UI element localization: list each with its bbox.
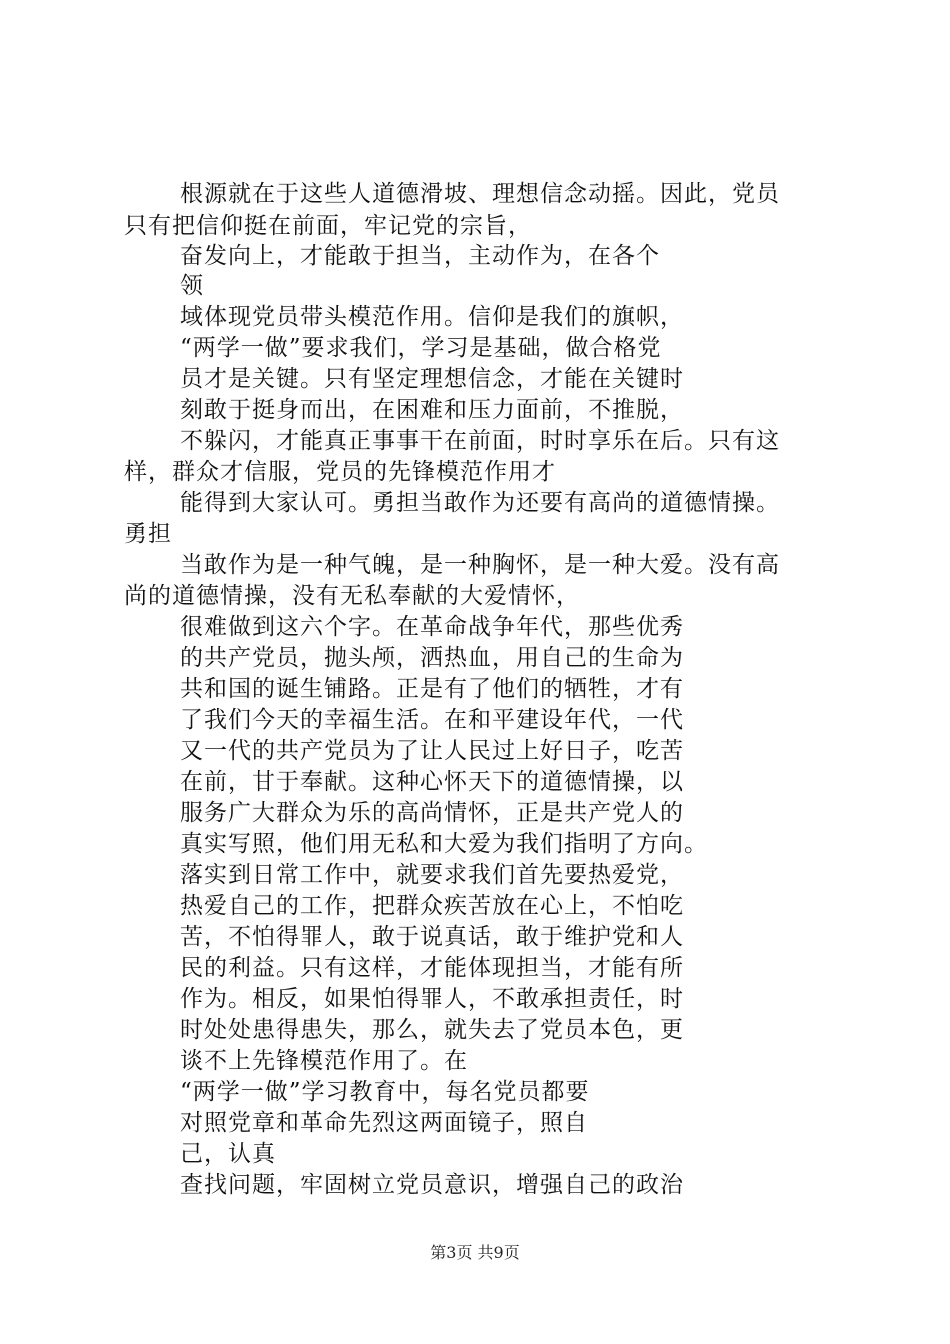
- text-line: 民的利益。只有这样，才能体现担当，才能有所: [180, 955, 684, 981]
- text-line: 查找问题，牢固树立党员意识，增强自己的政治: [180, 1172, 684, 1198]
- text-line: 了我们今天的幸福生活。在和平建设年代，一代: [180, 707, 684, 733]
- text-line: 只有把信仰挺在前面，牢记党的宗旨，: [124, 213, 532, 239]
- text-line: 员才是关键。只有坚定理想信念，才能在关键时: [180, 366, 684, 392]
- text-line: 服务广大群众为乐的高尚情怀，正是共产党人的: [180, 800, 684, 826]
- text-line: 谈不上先锋模范作用了。在: [180, 1048, 468, 1074]
- text-line: 作为。相反，如果怕得罪人，不敢承担责任，时: [180, 986, 684, 1012]
- text-line: 域体现党员带头模范作用。信仰是我们的旗帜，: [180, 304, 684, 330]
- text-line: 不躲闪，才能真正事事干在前面，时时享乐在后。只有这: [180, 428, 780, 454]
- text-line: 热爱自己的工作，把群众疾苦放在心上，不怕吃: [180, 893, 684, 919]
- text-line: 时处处患得患失，那么，就失去了党员本色，更: [180, 1017, 684, 1043]
- text-line: 根源就在于这些人道德滑坡、理想信念动摇。因此，党员: [180, 181, 780, 207]
- text-line: “两学一做”要求我们，学习是基础，做合格党: [180, 335, 662, 361]
- text-line: 苦，不怕得罪人，敢于说真话，敢于维护党和人: [180, 924, 684, 950]
- text-line: 奋发向上，才能敢于担当，主动作为，在各个: [180, 243, 660, 269]
- text-line: 刻敢于挺身而出，在困难和压力面前，不推脱，: [180, 397, 684, 423]
- text-line: 对照党章和革命先烈这两面镜子，照自: [180, 1110, 588, 1136]
- text-line: 真实写照，他们用无私和大爱为我们指明了方向。: [180, 831, 708, 857]
- text-line: 又一代的共产党员为了让人民过上好日子，吃苦: [180, 738, 684, 764]
- text-line: 的共产党员，抛头颅，洒热血，用自己的生命为: [180, 645, 684, 671]
- text-line: 共和国的诞生铺路。正是有了他们的牺牲，才有: [180, 676, 684, 702]
- text-line: 能得到大家认可。勇担当敢作为还要有高尚的道德情操。: [180, 490, 780, 516]
- text-line: 尚的道德情操，没有无私奉献的大爱情怀，: [124, 583, 580, 609]
- text-line: 落实到日常工作中，就要求我们首先要热爱党，: [180, 862, 684, 888]
- text-line: 当敢作为是一种气魄，是一种胸怀，是一种大爱。没有高: [180, 552, 780, 578]
- text-line: 勇担: [124, 521, 172, 547]
- text-line: “两学一做”学习教育中，每名党员都要: [180, 1079, 590, 1105]
- text-line: 在前，甘于奉献。这种心怀天下的道德情操，以: [180, 769, 684, 795]
- text-line: 己，认真: [180, 1141, 276, 1167]
- text-line: 很难做到这六个字。在革命战争年代，那些优秀: [180, 614, 684, 640]
- text-line: 领: [180, 273, 204, 299]
- page-number-footer: 第3页 共9页: [430, 1243, 520, 1262]
- text-line: 样，群众才信服，党员的先锋模范作用才: [124, 459, 556, 485]
